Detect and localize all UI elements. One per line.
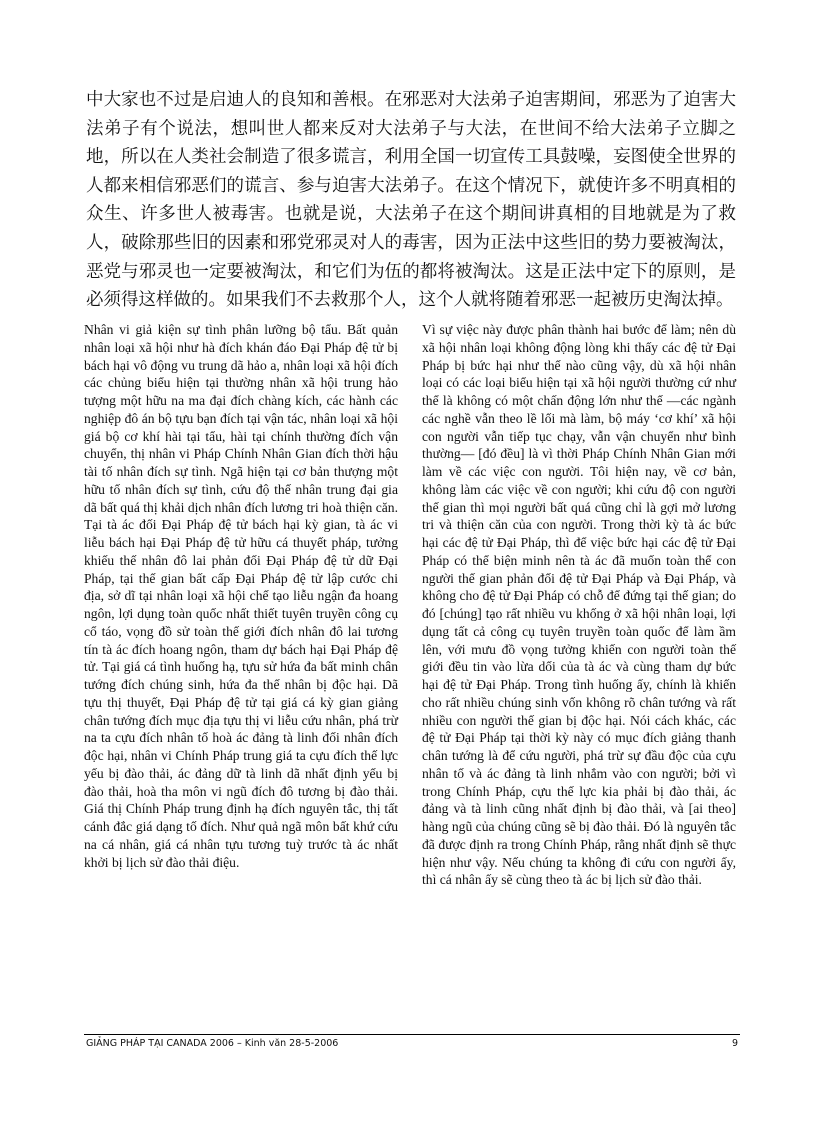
two-column-body — [84, 321, 736, 889]
right-column-text: Vì sự việc này được phân thành hai bước để làm; nên dù xã hội nhân loại không động lòng khi thấy các đệ tử Đại Pháp bị bức hại như thế nào cũng vậy, dù xã hội nhân loại có các loại biểu hiện tại xã hội người thường cứ như thể là không có một chấn động lớn như thế —các ngành các nghề vẫn theo lề lối mà làm, bộ máy ‘cơ khí’ xã hội con người vẫn tiếp tục chạy, vẫn vận chuyển như bình thường— [đó đều] là vì thời Pháp Chính Nhân Gian mới làm về các việc con người. Tôi hiện nay, về cơ bản, không làm các việc về con người; khi cứu độ con người thế gian thì mọi người bất quá cũng chỉ là gợi mở lương tri và thiện căn của con người. Trong thời kỳ tà ác bức hại các đệ tử Đại Pháp, thì để việc bức hại các đệ tử Đại Pháp có thể biện minh nên tà ác đã muốn toàn thể con người thế gian phản đối đệ tử Đại Pháp và Đại Pháp, và không cho đệ tử Đại Pháp có chỗ để đứng tại thế gian; do đó [chúng] tạo rất nhiều vu khống ở xã hội nhân loại, lợi dụng tất cả công cụ tuyên truyền toàn quốc để làm ầm lên, với mưu đồ vọng tưởng khiến con người toàn thế giới đều tin vào lừa dối của tà ác và cùng tham dự bức hại đệ tử Đại Pháp. Trong tình huống ấy, chính là khiến cho rất nhiều chúng sinh vốn không rõ chân tướng và rất nhiều con người thế gian bị độc hại. Nói cách khác, các đệ tử Đại Pháp tại thời kỳ này có mục đích giảng thanh chân tướng là để cứu người, phá trừ sự đầu độc của cựu nhân tố và ác đảng tà linh nhắm vào con người; bởi vì trong Chính Pháp, cựu thế lực kia phải bị đào thải, ác đảng và tà linh cũng nhất định bị đào thải, và [ai theo] hàng ngũ của chúng cũng sẽ bị đào thải. Đó là nguyên tắc đã được định ra trong Chính Pháp, rằng nhất định sẽ thực hiện như vậy. Nếu chúng ta không đi cứu con người ấy, thì cá nhân ấy sẽ cùng theo tà ác bị lịch sử đào thải. — [422, 322, 736, 888]
left-column-text: Nhân vi giả kiện sự tình phân lưỡng bộ tẩu. Bất quản nhân loại xã hội như hà đích khán đáo Đại Pháp đệ tử bị bách hại vô động vu trung dã hảo a, nhân loại xã hội đích các chủng biểu hiện tại thường nhân xã hội trung hảo tượng một hữu na ma đại đích chàng kích, các hành các nghiệp đô án bộ tựu bạn đích tại vận tác, nhân loại xã hội giá bộ cơ khí hài tại tẩu, hài tại chính thường đích vận chuyển, thị nhân vi Pháp Chính Nhân Gian đích thời hậu tài tố nhân đích sự tình. Ngã hiện tại cơ bản thượng một hữu tố nhân đích sự tình, cứu độ thế nhân trung đại gia dã bất quá thị khải dịch nhân đích lương tri hoà thiện căn. Tại tà ác đối Đại Pháp đệ tử bách hại kỳ gian, tà ác vi liễu bách hại Đại Pháp đệ tử hữu cá thuyết pháp, tưởng khiếu thế nhân đô lai phản đối Đại Pháp đệ tử dữ Đại Pháp, tại thế gian bất cấp Đại Pháp đệ tử lập cước chi địa, sở dĩ tại nhân loại xã hội chế tạo liễu ngận đa hoang ngôn, lợi dụng toàn quốc nhất thiết tuyên truyền công cụ cổ táo, vọng đồ sử toàn thế giới đích nhân đô lai tương tín tà ác đích hoang ngôn, tham dự bách hại Đại Pháp đệ tử. Tại giá cá tình huống hạ, tựu sử hứa đa bất minh chân tướng đích chúng sinh, hứa đa thế nhân bị độc hại. Dã tựu thị thuyết, Đại Pháp đệ tử tại giá cá kỳ gian giảng chân tướng đích mục địa tựu thị vi liễu cứu nhân, phá trừ na ta cựu đích nhân tố hoà ác đảng tà linh đối nhân đích độc hại, nhân vi Chính Pháp trung giá ta cựu đích thế lực yếu bị đào thải, ác đảng dữ tà linh dã nhất định yếu bị đào thải, hoà tha môn vi ngũ đích đô tương bị đào thải. Giá thị Chính Pháp trung định hạ đích nguyên tắc, thị tất cánh đắc giá dạng tố đích. Như quả ngã môn bất khứ cứu na cá nhân, giá cá nhân tựu tương tuỳ trước tà ác nhất khởi bị lịch sử đào thải điệu. — [84, 322, 398, 870]
chinese-paragraph: 中大家也不过是启迪人的良知和善根。在邪恶对大法弟子迫害期间，邪恶为了迫害大法弟子有个说法，想叫世人都来反对大法弟子与大法，在世间不给大法弟子立脚之地，所以在人类社会制造了很多谎言，利用全国一切宣传工具鼓噪，妄图使全世界的人都来相信邪恶们的谎言、参与迫害大法弟子。在这个情况下，就使许多不明真相的众生、许多世人被毒害。也就是说，大法弟子在这个期间讲真相的目地就是为了救人，破除那些旧的因素和邪党邪灵对人的毒害，因为正法中这些旧的势力要被淘汰，恶党与邪灵也一定要被淘汰，和它们为伍的都将被淘汰。这是正法中定下的原则，是必须得这样做的。如果我们不去救那个人，这个人就将随着邪恶一起被历史淘汰掉。 — [86, 90, 736, 311]
page-number: 9 — [731, 1038, 738, 1049]
page-footer — [86, 1038, 738, 1050]
footer-divider — [84, 1034, 740, 1035]
footer-title: GIẢNG PHÁP TẠI CANADA 2006 – Kinh văn 28-5-2006 — [86, 1038, 339, 1049]
